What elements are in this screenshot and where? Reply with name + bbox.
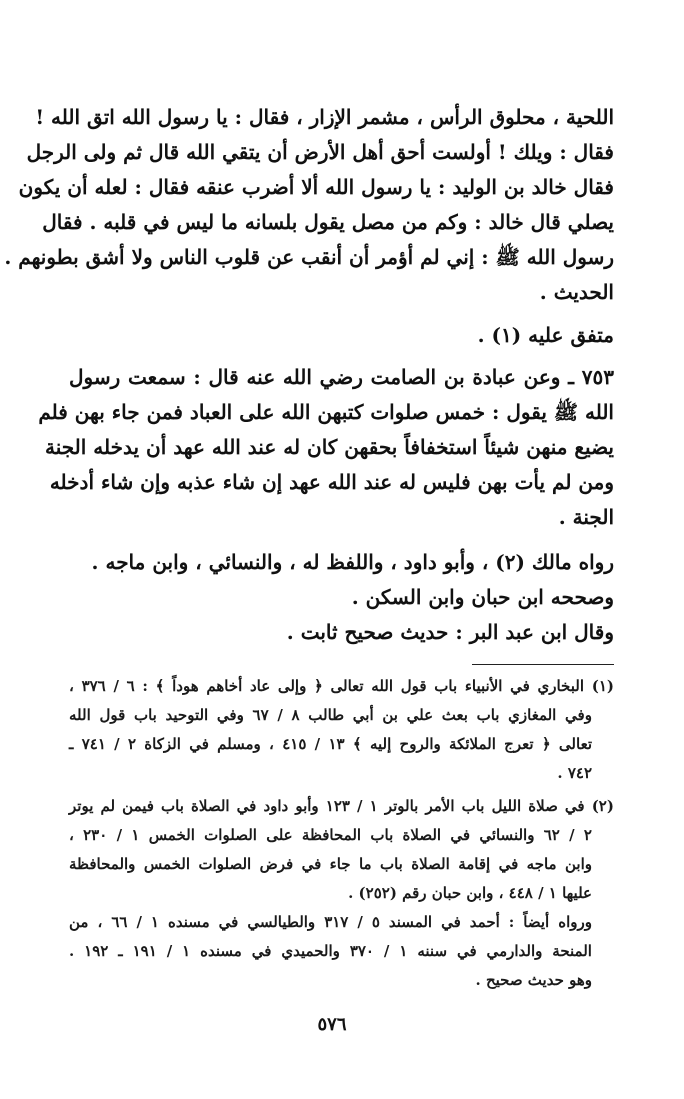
footnote-2	[69, 792, 614, 995]
footnote-line: (١) البخاري في الأنبياء باب قول الله تعالى ﴿ وإلى عاد أخاهم هوداً ﴾ : ٦ / ٣٧٦ ،	[69, 677, 614, 695]
footnote-line: ٢ / ٦٢ والنسائي في الصلاة باب المحافظة على الصلوات الخمس ١ / ٢٣٠ ،	[69, 826, 592, 844]
footnote-line: عليها ١ / ٤٤٨ ، وابن حبان رقم (٢٥٢) .	[348, 884, 592, 902]
text-line: يصلي قال خالد : وكم من مصل يقول بلسانه ما ليس في قلبه . فقال	[42, 210, 614, 234]
narrations	[69, 545, 614, 650]
text-line: يضيع منهن شيئاً استخفافاً بحقهن كان له عند الله عهد أن يدخله الجنة	[45, 435, 614, 459]
text-line: رسول الله ﷺ : إني لم أؤمر أن أنقب عن قلوب الناس ولا أشق بطونهم .	[4, 245, 614, 269]
hadith-753	[38, 360, 614, 535]
footnote-1	[69, 672, 614, 788]
footnote-line: المنحة والدارمي في سننه ١ / ٣٧٠ والحميدي في مسنده ١ / ١٩١ ـ ١٩٢ .	[69, 942, 592, 960]
narration-line: رواه مالك (٢) ، وأبو داود ، واللفظ له ، والنسائي ، وابن ماجه .	[91, 550, 614, 574]
text-line: اللحية ، محلوق الرأس ، مشمر الإزار ، فقال : يا رسول الله اتق الله !	[35, 105, 614, 129]
paragraph-continuation	[4, 100, 614, 310]
footnote-line: وابن ماجه في إقامة الصلاة باب ما جاء في فرض الصلوات الخمس والمحافظة	[69, 855, 592, 873]
text-line: ومن لم يأت بهن فليس له عند الله عهد إن شاء عذبه وإن شاء أدخله	[49, 470, 614, 494]
narration-line: وقال ابن عبد البر : حديث صحيح ثابت .	[286, 620, 614, 644]
footnote-line: وفي المغازي باب بعث علي بن أبي طالب ٨ / ٦٧ وفي التوحيد باب قول الله	[69, 706, 592, 724]
footnote-line: تعالى ﴿ تعرج الملائكة والروح إليه ﴾ ١٣ / ٤١٥ ، ومسلم في الزكاة ٢ / ٧٤١ ـ	[69, 735, 592, 753]
text-line: الله ﷺ يقول : خمس صلوات كتبهن الله على العباد فمن جاء بهن فلم	[38, 400, 614, 424]
text-line: الجنة .	[558, 505, 614, 529]
text-line: متفق عليه (١) .	[477, 323, 614, 347]
text-line: فقال خالد بن الوليد : يا رسول الله ألا أضرب عنقه فقال : لعله أن يكون	[18, 175, 614, 199]
narration-line: وصححه ابن حبان وابن السكن .	[351, 585, 614, 609]
text-line: فقال : ويلك ! أولست أحق أهل الأرض أن يتقي الله قال ثم ولى الرجل	[26, 140, 614, 164]
text-line: الحديث .	[539, 280, 614, 304]
footnote-divider	[472, 664, 614, 665]
footnotes	[69, 672, 614, 995]
agreed-upon-note	[69, 318, 614, 353]
footnote-line: ٧٤٢ .	[557, 764, 592, 782]
footnote-line: ورواه أيضاً : أحمد في المسند ٥ / ٣١٧ والطيالسي في مسنده ١ / ٦٦ ، من	[69, 913, 592, 931]
footnote-line: وهو حديث صحيح .	[475, 971, 592, 989]
footnote-line: (٢) في صلاة الليل باب الأمر بالوتر ١ / ١٢٣ وأبو داود في الصلاة باب فيمن لم يوتر	[69, 797, 614, 815]
page-number: ٥٧٦	[317, 1014, 347, 1035]
text-line: ٧٥٣ ـ وعن عبادة بن الصامت رضي الله عنه قال : سمعت رسول	[69, 365, 614, 389]
